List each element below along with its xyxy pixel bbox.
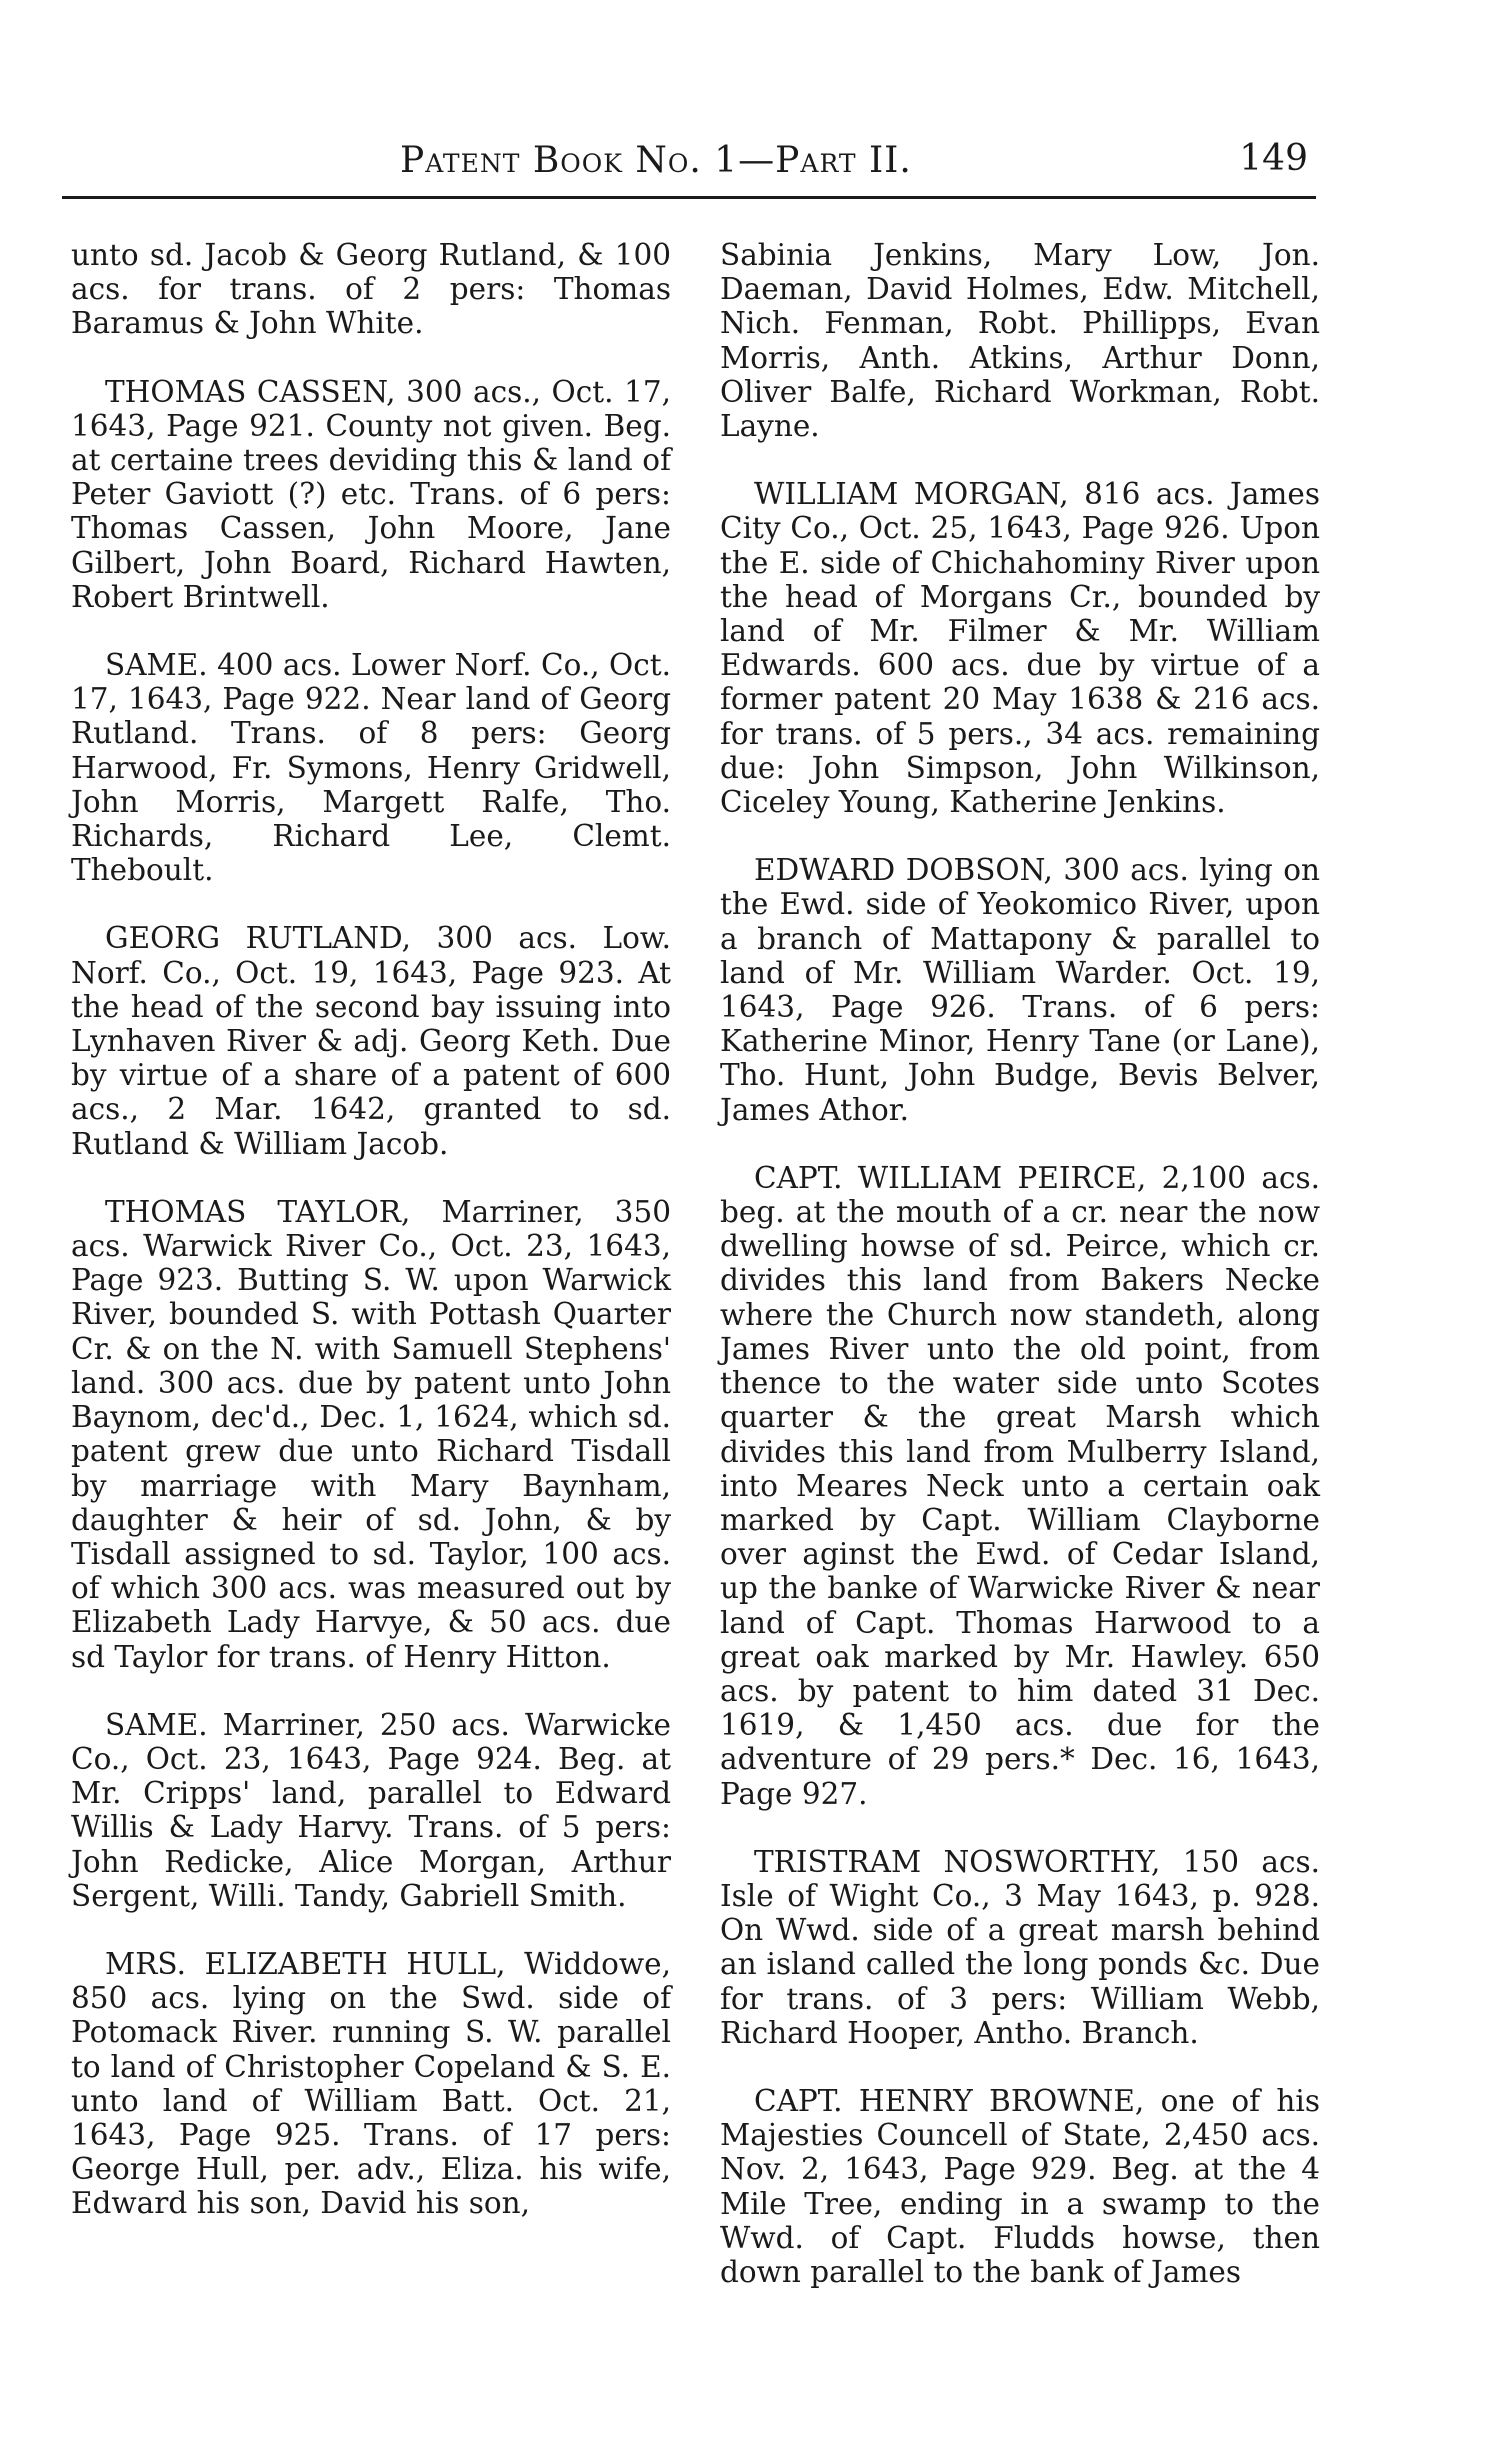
- patent-entry: SAME. Marriner, 250 acs. Warwicke Co., Oct. 23, 1643, Page 924. Beg. at Mr. Cripps' land, parallel to Edward Willis & Lady Harvy. Trans. of 5 pers: John Redicke, Alice Morgan, Arthur Sergent, Willi. Tandy, Gabriell Smith.: [71, 1707, 671, 1913]
- patent-entry: SAME. 400 acs. Lower Norf. Co., Oct. 17, 1643, Page 922. Near land of Georg Rutland. Trans. of 8 pers: Georg Harwood, Fr. Symons, Henry Gridwell, John Morris, Margett Ralfe, Tho. Richards, Richard Lee, Clemt. Theboult.: [71, 648, 671, 888]
- patent-entry: unto sd. Jacob & Georg Rutland, & 100 acs. for trans. of 2 pers: Thomas Baramus & John White.: [71, 238, 671, 341]
- patent-entry: THOMAS TAYLOR, Marriner, 350 acs. Warwick River Co., Oct. 23, 1643, Page 923. Butting S. W. upon Warwick River, bounded S. with Pottash Quarter Cr. & on the N. with Samuell Stephens' land. 300 acs. due by patent unto John Baynom, dec'd., Dec. 1, 1624, which sd. patent grew due unto Richard Tisdall by marriage with Mary Baynham, daughter & heir of sd. John, & by Tisdall assigned to sd. Taylor, 100 acs. of which 300 acs. was measured out by Elizabeth Lady Harvye, & 50 acs. due sd Taylor for trans. of Henry Hitton.: [71, 1194, 671, 1674]
- patent-entry: GEORG RUTLAND, 300 acs. Low. Norf. Co., Oct. 19, 1643, Page 923. At the head of the second bay issuing into Lynhaven River & adj. Georg Keth. Due by virtue of a share of a patent of 600 acs., 2 Mar. 1642, granted to sd. Rutland & William Jacob.: [71, 921, 671, 1161]
- patent-entry: MRS. ELIZABETH HULL, Widdowe, 850 acs. lying on the Swd. side of Potomack River. running S. W. parallel to land of Christopher Copeland & S. E. unto land of William Batt. Oct. 21, 1643, Page 925. Trans. of 17 pers: George Hull, per. adv., Eliza. his wife, Edward his son, David his son,: [71, 1946, 671, 2221]
- left-column: [71, 238, 671, 2255]
- page-number: 149: [1239, 138, 1308, 179]
- patent-entry: CAPT. WILLIAM PEIRCE, 2,100 acs. beg. at the mouth of a cr. near the now dwelling howse of sd. Peirce, which cr. divides this land from Bakers Necke where the Church now standeth, along James River unto the old point, from thence to the water side unto Scotes quarter & the great Marsh which divides this land from Mulberry Island, into Meares Neck unto a certain oak marked by Capt. William Clayborne over aginst the Ewd. of Cedar Island, up the banke of Warwicke River & near land of Capt. Thomas Harwood to a great oak marked by Mr. Hawley. 650 acs. by patent to him dated 31 Dec. 1619, & 1,450 acs. due for the adventure of 29 pers.* Dec. 16, 1643, Page 927.: [720, 1160, 1320, 1811]
- right-column: [720, 238, 1320, 2323]
- patent-entry: CAPT. HENRY BROWNE, one of his Majesties Councell of State, 2,450 acs. Nov. 2, 1643, Page 929. Beg. at the 4 Mile Tree, ending in a swamp to the Wwd. of Capt. Fludds howse, then down parallel to the bank of James: [720, 2083, 1320, 2289]
- page-header: [62, 130, 1316, 199]
- patent-entry: TRISTRAM NOSWORTHY, 150 acs. Isle of Wight Co., 3 May 1643, p. 928. On Wwd. side of a great marsh behind an island called the long ponds &c. Due for trans. of 3 pers: William Webb, Richard Hooper, Antho. Branch.: [720, 1844, 1320, 2050]
- patent-entry: Sabinia Jenkins, Mary Low, Jon. Daeman, David Holmes, Edw. Mitchell, Nich. Fenman, Robt. Phillipps, Evan Morris, Anth. Atkins, Arthur Donn, Oliver Balfe, Richard Workman, Robt. Layne.: [720, 238, 1320, 444]
- patent-entry: THOMAS CASSEN, 300 acs., Oct. 17, 1643, Page 921. County not given. Beg. at certaine trees deviding this & land of Peter Gaviott (?) etc. Trans. of 6 pers: Thomas Cassen, John Moore, Jane Gilbert, John Board, Richard Hawten, Robert Brintwell.: [71, 374, 671, 614]
- patent-entry: EDWARD DOBSON, 300 acs. lying on the Ewd. side of Yeokomico River, upon a branch of Mattapony & parallel to land of Mr. William Warder. Oct. 19, 1643, Page 926. Trans. of 6 pers: Katherine Minor, Henry Tane (or Lane), Tho. Hunt, John Budge, Bevis Belver, James Athor.: [720, 853, 1320, 1127]
- running-head: Patent Book No. 1—Part II.: [400, 140, 912, 181]
- patent-entry: WILLIAM MORGAN, 816 acs. James City Co., Oct. 25, 1643, Page 926. Upon the E. side of Chichahominy River upon the head of Morgans Cr., bounded by land of Mr. Filmer & Mr. William Edwards. 600 acs. due by virtue of a former patent 20 May 1638 & 216 acs. for trans. of 5 pers., 34 acs. remaining due: John Simpson, John Wilkinson, Ciceley Young, Katherine Jenkins.: [720, 477, 1320, 820]
